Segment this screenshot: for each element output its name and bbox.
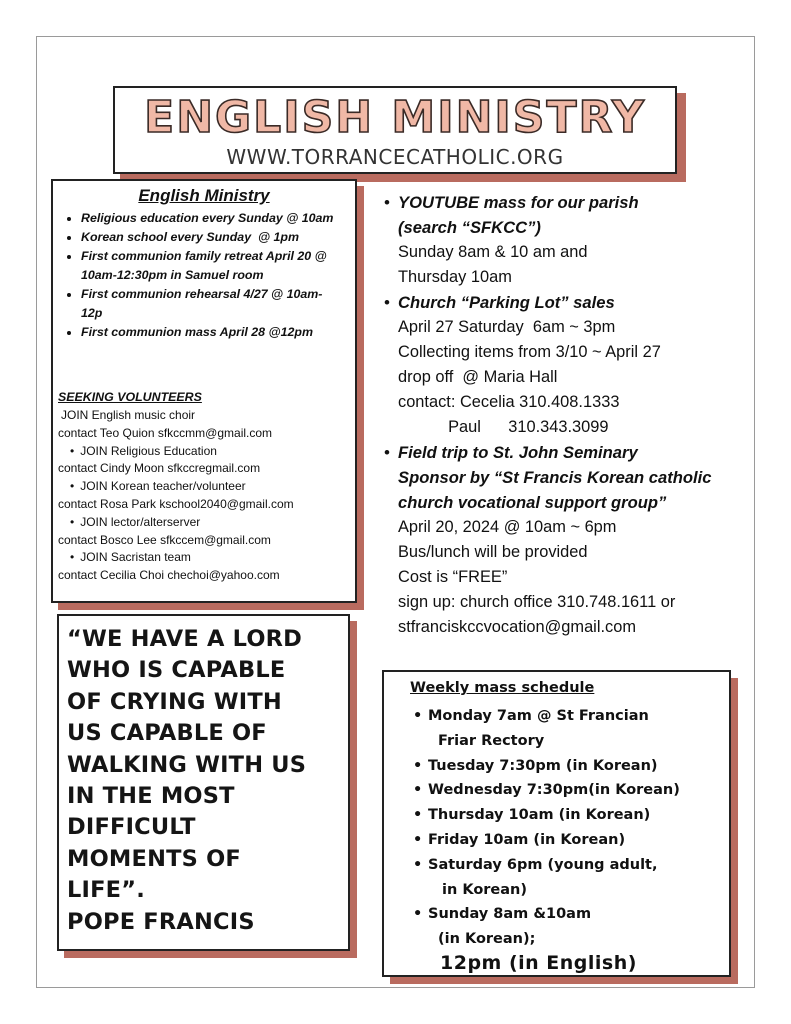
mass-schedule-english: 12pm (in English) (440, 952, 637, 974)
quote-line: POPE FRANCIS (67, 908, 255, 935)
mass-time-item: • Saturday 6pm (young adult, (384, 853, 729, 878)
volunteer-contact: contact Cecilia Choi chechoi@yahoo.com (58, 568, 280, 583)
mass-time-item: • Wednesday 7:30pm(in Korean) (384, 778, 729, 803)
volunteer-join: • JOIN lector/alterserver (58, 514, 351, 532)
volunteer-contact: contact Rosa Park kschool2040@gmail.com (58, 496, 294, 511)
header-banner (113, 86, 677, 174)
announcement-title: (search “SFKCC”) (398, 218, 541, 237)
volunteer-contact: contact Teo Quion sfkccmm@gmail.com (58, 425, 273, 440)
english-ministry-heading: English Ministry (138, 186, 270, 205)
event-item: • Korean school every Sunday @ 1pm (81, 228, 355, 247)
announcement-line: drop off @ Maria Hall (398, 368, 558, 386)
mass-time-item: in Korean) (442, 881, 528, 898)
quote-line: DIFFICULT (67, 814, 196, 841)
announcement-line: Sunday 8am & 10 am and (398, 243, 588, 261)
announcement-line: April 27 Saturday 6am ~ 3pm (398, 318, 616, 336)
mass-time-item: • Tuesday 7:30pm (in Korean) (384, 754, 729, 779)
announcements-column (384, 190, 754, 640)
announcement-line: Collecting items from 3/10 ~ April 27 (398, 343, 661, 361)
announcement-line: Bus/lunch will be provided (398, 543, 588, 561)
announcement-title: Sponsor by “St Francis Korean catholic (398, 468, 712, 487)
announcement-line: Thursday 10am (398, 268, 512, 286)
mass-schedule-title: Weekly mass schedule (410, 680, 595, 696)
quote-line: WALKING WITH US (67, 751, 307, 778)
mass-schedule-box (382, 670, 731, 977)
volunteer-contact: contact Cindy Moon sfkccregmail.com (58, 461, 261, 476)
announcement-line: Paul 310.343.3099 (398, 418, 609, 436)
announcement-line: contact: Cecelia 310.408.1333 (398, 393, 620, 411)
announcement-item (384, 190, 754, 290)
mass-schedule-list (384, 704, 729, 952)
event-item: • Religious education every Sunday @ 10am (81, 209, 355, 228)
english-ministry-box (51, 179, 357, 603)
event-item: • First communion rehearsal 4/27 @ 10am- 12p (81, 285, 355, 323)
volunteer-contact: contact Bosco Lee sfkccem@gmail.com (58, 532, 271, 547)
announcement-line: stfranciskccvocation@gmail.com (398, 618, 636, 636)
quote-line: WHO IS CAPABLE (67, 657, 286, 684)
events-list (53, 209, 355, 342)
quote-box (57, 614, 350, 951)
announcement-title: • Field trip to St. John Seminary (398, 443, 638, 462)
website-url[interactable]: WWW.TORRANCECATHOLIC.ORG (226, 145, 564, 169)
announcement-title: church vocational support group” (398, 493, 667, 512)
event-item: • First communion family retreat April 20 @ 10am-12:30pm in Samuel room (81, 247, 355, 285)
volunteers-heading: SEEKING VOLUNTEERS (58, 390, 202, 404)
mass-time-item: • Sunday 8am &10am (384, 902, 729, 927)
quote-line: US CAPABLE OF (67, 720, 267, 747)
announcement-item (384, 290, 754, 440)
announcement-line: sign up: church office 310.748.1611 or (398, 593, 676, 611)
event-item: • First communion mass April 28 @12pm (81, 323, 355, 342)
quote-line: IN THE MOST (67, 783, 235, 810)
quote-line: MOMENTS OF (67, 845, 241, 872)
quote-line: LIFE”. (67, 877, 145, 904)
volunteer-join: JOIN English music choir (61, 408, 196, 422)
quote-line: “WE HAVE A LORD (67, 626, 303, 652)
announcement-title: • Church “Parking Lot” sales (398, 293, 615, 312)
announcement-line: Cost is “FREE” (398, 568, 508, 586)
mass-time-item: • Friday 10am (in Korean) (384, 828, 729, 853)
page-title: ENGLISH MINISTRY (144, 92, 646, 143)
volunteers-list (58, 407, 351, 585)
volunteer-join: • JOIN Religious Education (58, 443, 351, 461)
announcement-item (384, 440, 754, 640)
announcement-title: • YOUTUBE mass for our parish (398, 193, 639, 212)
quote-line: OF CRYING WITH (67, 688, 282, 715)
mass-time-item: Friar Rectory (438, 732, 545, 749)
mass-time-item: • Thursday 10am (in Korean) (384, 803, 729, 828)
mass-time-item: • Monday 7am @ St Francian (384, 704, 729, 729)
volunteer-join: • JOIN Sacristan team (58, 549, 351, 567)
announcement-line: April 20, 2024 @ 10am ~ 6pm (398, 518, 617, 536)
quote-text (67, 624, 340, 938)
volunteer-join: • JOIN Korean teacher/volunteer (58, 478, 351, 496)
mass-time-item: (in Korean); (438, 931, 536, 948)
